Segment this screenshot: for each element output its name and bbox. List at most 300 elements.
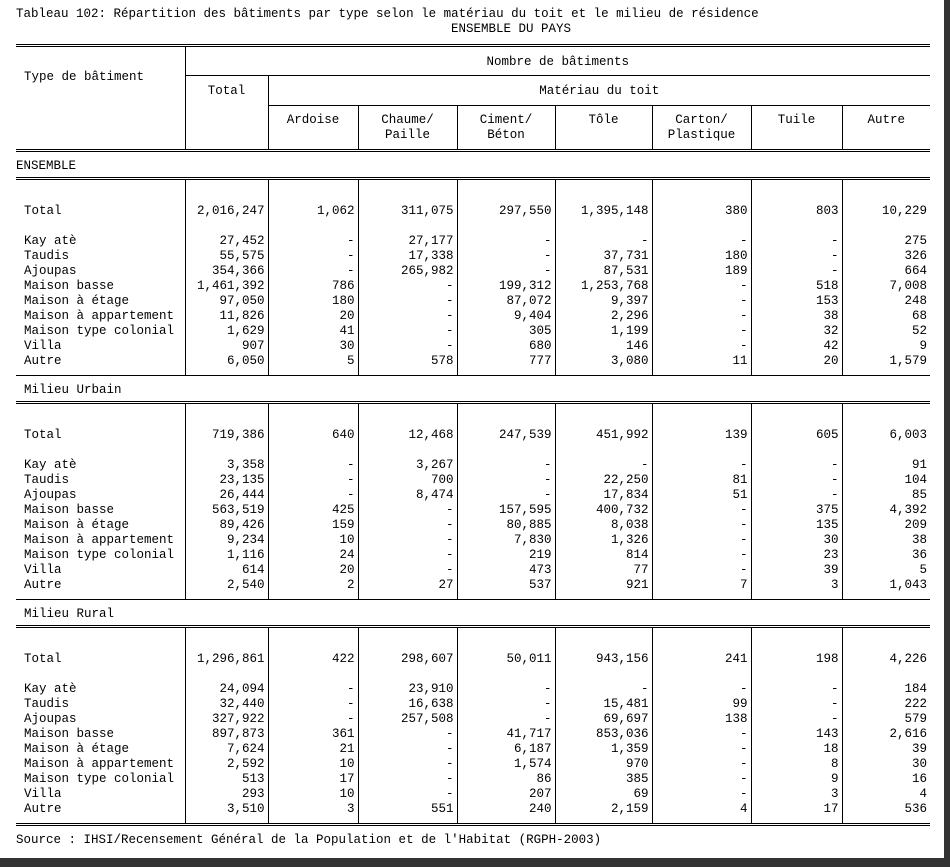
cell-value: 143 [751,727,842,742]
cell-value: 146 [555,339,652,354]
row-label: Maison type colonial [24,772,175,786]
row-label: Ajoupas [24,712,77,726]
row-label: Maison basse [24,727,115,741]
cell-value: 23,135 [185,473,268,488]
cell-value: 3,510 [185,802,268,817]
column-header-line [752,128,842,143]
cell-value: 69,697 [555,712,652,727]
section-label: ENSEMBLE [16,152,930,180]
cell-value: 80,885 [457,518,555,533]
cell-value: 10 [268,787,358,802]
spacer-row [16,404,930,428]
cell-value: 5 [268,354,358,369]
column-header-line: Autre [867,113,906,127]
cell-value: 354,366 [185,264,268,279]
cell-value: 89,426 [185,518,268,533]
row-label: Autre [24,578,62,592]
column-header [268,106,358,151]
table-row [16,339,930,354]
column-header [751,106,842,151]
cell-value: - [652,279,751,294]
table-row [16,802,930,817]
cell-value: 99 [652,697,751,712]
cell-value: 578 [358,354,457,369]
cell-value: 27,452 [185,234,268,249]
cell-value: 3 [751,578,842,593]
cell-value: 1,199 [555,324,652,339]
column-header-line: Chaume/ [381,113,434,127]
source-note: Source : IHSI/Recensement Général de la Population et de l'Habitat (RGPH-2003) [16,833,602,847]
cell-value: 2,540 [185,578,268,593]
table-row [16,294,930,309]
cell-value: 87,072 [457,294,555,309]
cell-value: - [457,473,555,488]
spacer-row [16,443,930,458]
cell-value: 11 [652,354,751,369]
cell-value: - [358,339,457,354]
cell-value: 139 [652,428,751,443]
cell-value: 513 [185,772,268,787]
cell-value: 422 [268,652,358,667]
cell-value: 247,539 [457,428,555,443]
cell-value: - [358,294,457,309]
row-label: Maison type colonial [24,548,175,562]
cell-value: 1,579 [842,354,930,369]
cell-value: 30 [842,757,930,772]
cell-value: 81 [652,473,751,488]
cell-value: - [358,772,457,787]
cell-value: - [358,533,457,548]
cell-value: - [268,712,358,727]
table-row [16,488,930,503]
cell-value: 786 [268,279,358,294]
cell-value: 921 [555,578,652,593]
cell-value: 853,036 [555,727,652,742]
cell-value: 11,826 [185,309,268,324]
cell-value: 1,043 [842,578,930,593]
cell-value: 16 [842,772,930,787]
cell-value: 39 [842,742,930,757]
row-label: Ajoupas [24,488,77,502]
row-label: Kay atè [24,682,77,696]
cell-value: 2,016,247 [185,204,268,219]
cell-value: - [268,458,358,473]
cell-value: 8,038 [555,518,652,533]
section-table [16,180,930,376]
cell-value: 17,338 [358,249,457,264]
row-label: Maison type colonial [24,324,175,338]
section-table [16,628,930,826]
cell-value: 1,116 [185,548,268,563]
cell-value: 473 [457,563,555,578]
cell-value: 30 [751,533,842,548]
row-label: Taudis [24,249,70,263]
cell-value: 2,592 [185,757,268,772]
cell-value: - [457,712,555,727]
cell-value: 24 [268,548,358,563]
table-row [16,742,930,757]
cell-value: - [652,682,751,697]
table-row [16,533,930,548]
spacer-row [16,628,930,652]
row-label: Maison à étage [24,518,130,532]
cell-value: - [751,682,842,697]
cell-value: 537 [457,578,555,593]
table-row [16,563,930,578]
table-row [16,264,930,279]
cell-value: 551 [358,802,457,817]
cell-value: - [652,234,751,249]
column-header-line: Ciment/ [479,113,533,127]
cell-value: 7,008 [842,279,930,294]
cell-value: 159 [268,518,358,533]
cell-value: - [652,309,751,324]
cell-value: 69 [555,787,652,802]
cell-value: - [457,458,555,473]
cell-value: - [751,234,842,249]
header-materiau: Matériau du toit [268,76,930,106]
window-shadow-right [944,0,950,867]
cell-value: 6,003 [842,428,930,443]
column-header-line: Ardoise [286,113,340,127]
cell-value: 189 [652,264,751,279]
cell-value: 605 [751,428,842,443]
cell-value: - [652,294,751,309]
table-row [16,682,930,697]
cell-value: 18 [751,742,842,757]
row-label: Autre [24,354,62,368]
table-row [16,578,930,593]
row-label: Total [24,428,62,442]
cell-value: 664 [842,264,930,279]
cell-value: 7,830 [457,533,555,548]
cell-value: 257,508 [358,712,457,727]
cell-value: - [751,249,842,264]
table-row [16,458,930,473]
row-label: Maison à appartement [24,757,175,771]
row-label: Villa [24,563,62,577]
table-row [16,234,930,249]
cell-value: 1,574 [457,757,555,772]
cell-value: 7,624 [185,742,268,757]
cell-value: 803 [751,204,842,219]
cell-value: - [268,488,358,503]
cell-value: 27 [358,578,457,593]
cell-value: 640 [268,428,358,443]
table-row [16,772,930,787]
cell-value: 10,229 [842,204,930,219]
cell-value: 22,250 [555,473,652,488]
table-row [16,279,930,294]
cell-value: 2 [268,578,358,593]
cell-value: - [268,264,358,279]
cell-value: 907 [185,339,268,354]
cell-value: 305 [457,324,555,339]
cell-value: 20 [751,354,842,369]
cell-value: 4,392 [842,503,930,518]
column-header-line: Béton [487,128,525,142]
cell-value: 777 [457,354,555,369]
total-row [16,652,930,667]
cell-value: - [457,264,555,279]
cell-value: - [457,697,555,712]
row-label: Taudis [24,473,70,487]
table-row [16,727,930,742]
cell-value: 400,732 [555,503,652,518]
cell-value: 21 [268,742,358,757]
cell-value: - [652,563,751,578]
cell-value: 85 [842,488,930,503]
cell-value: - [555,234,652,249]
row-label: Autre [24,802,62,816]
cell-value: 12,468 [358,428,457,443]
cell-value: - [268,234,358,249]
header-total: Total [185,76,268,151]
header-nombre: Nombre de bâtiments [185,46,930,76]
row-label: Ajoupas [24,264,77,278]
cell-value: 563,519 [185,503,268,518]
cell-value: 614 [185,563,268,578]
cell-value: 1,461,392 [185,279,268,294]
window-shadow-bottom [0,858,950,867]
cell-value: 219 [457,548,555,563]
table-row [16,503,930,518]
column-header [652,106,751,151]
cell-value: 1,359 [555,742,652,757]
row-label: Total [24,204,62,218]
cell-value: 719,386 [185,428,268,443]
cell-value: - [358,548,457,563]
row-label: Taudis [24,697,70,711]
cell-value: 536 [842,802,930,817]
cell-value: 199,312 [457,279,555,294]
row-label: Kay atè [24,458,77,472]
column-header-line [843,128,931,143]
cell-value: 20 [268,563,358,578]
cell-value: 41 [268,324,358,339]
cell-value: 209 [842,518,930,533]
table-row [16,518,930,533]
table-row [16,249,930,264]
cell-value: 97,050 [185,294,268,309]
cell-value: 23 [751,548,842,563]
cell-value: 311,075 [358,204,457,219]
cell-value: - [652,772,751,787]
table-title: Tableau 102: Répartition des bâtiments par type selon le matériau du toit et le milieu de résidence [16,7,759,21]
cell-value: 17 [751,802,842,817]
cell-value: 6,050 [185,354,268,369]
cell-value: - [555,682,652,697]
total-row [16,428,930,443]
cell-value: 10 [268,533,358,548]
cell-value: 38 [842,533,930,548]
cell-value: 943,156 [555,652,652,667]
section-label: Milieu Urbain [16,376,930,404]
cell-value: 138 [652,712,751,727]
cell-value: - [358,563,457,578]
cell-value: 20 [268,309,358,324]
cell-value: 104 [842,473,930,488]
cell-value: - [652,458,751,473]
cell-value: 2,616 [842,727,930,742]
row-label: Total [24,652,62,666]
cell-value: 240 [457,802,555,817]
cell-value: - [358,727,457,742]
cell-value: 6,187 [457,742,555,757]
cell-value: 15,481 [555,697,652,712]
cell-value: - [358,279,457,294]
table-subtitle: ENSEMBLE DU PAYS [450,22,572,36]
cell-value: 579 [842,712,930,727]
spacer-row [16,667,930,682]
spacer-row [16,369,930,376]
cell-value: - [358,757,457,772]
cell-value: 30 [268,339,358,354]
column-header-line: Tuile [777,113,816,127]
spacer-row [16,593,930,600]
cell-value: 3,080 [555,354,652,369]
cell-value: - [652,742,751,757]
cell-value: - [457,234,555,249]
cell-value: - [457,249,555,264]
cell-value: 361 [268,727,358,742]
cell-value: 17 [268,772,358,787]
cell-value: - [457,682,555,697]
cell-value: 897,873 [185,727,268,742]
cell-value: 1,629 [185,324,268,339]
table-row [16,324,930,339]
cell-value: 68 [842,309,930,324]
cell-value: 241 [652,652,751,667]
cell-value: 518 [751,279,842,294]
cell-value: 50,011 [457,652,555,667]
cell-value: - [751,488,842,503]
cell-value: 198 [751,652,842,667]
cell-value: - [652,533,751,548]
column-header-line [269,128,358,143]
cell-value: 297,550 [457,204,555,219]
spacer-row [16,817,930,825]
cell-value: 55,575 [185,249,268,264]
cell-value: 10 [268,757,358,772]
table-container [16,44,930,848]
cell-value: - [358,518,457,533]
cell-value: 39 [751,563,842,578]
row-label: Maison à appartement [24,533,175,547]
column-header-line: Carton/ [675,113,728,127]
cell-value: 5 [842,563,930,578]
cell-value: - [652,727,751,742]
cell-value: 4,226 [842,652,930,667]
cell-value: 1,062 [268,204,358,219]
cell-value: 9 [842,339,930,354]
cell-value: 27,177 [358,234,457,249]
table-row [16,787,930,802]
cell-value: 248 [842,294,930,309]
cell-value: 4 [652,802,751,817]
cell-value: 38 [751,309,842,324]
cell-value: 36 [842,548,930,563]
cell-value: 9 [751,772,842,787]
cell-value: 1,296,861 [185,652,268,667]
cell-value: 8 [751,757,842,772]
cell-value: 17,834 [555,488,652,503]
cell-value: 16,638 [358,697,457,712]
table-row [16,697,930,712]
cell-value: 207 [457,787,555,802]
cell-value: - [652,757,751,772]
cell-value: - [457,488,555,503]
cell-value: - [555,458,652,473]
cell-value: - [358,742,457,757]
cell-value: 380 [652,204,751,219]
cell-value: 265,982 [358,264,457,279]
cell-value: - [751,473,842,488]
section-label: Milieu Rural [16,600,930,628]
header-type: Type de bâtiment [24,70,145,84]
row-label: Kay atè [24,234,77,248]
cell-value: 9,404 [457,309,555,324]
cell-value: 425 [268,503,358,518]
cell-value: 157,595 [457,503,555,518]
cell-value: 24,094 [185,682,268,697]
table-row [16,354,930,369]
cell-value: 385 [555,772,652,787]
cell-value: 42 [751,339,842,354]
cell-value: 184 [842,682,930,697]
cell-value: - [652,787,751,802]
table-header [16,44,930,152]
cell-value: 26,444 [185,488,268,503]
cell-value: - [751,458,842,473]
cell-value: 87,531 [555,264,652,279]
row-label: Maison à étage [24,294,130,308]
cell-value: 1,395,148 [555,204,652,219]
cell-value: 222 [842,697,930,712]
row-label: Villa [24,339,62,353]
row-label: Maison à appartement [24,309,175,323]
cell-value: - [268,473,358,488]
cell-value: 1,326 [555,533,652,548]
cell-value: 275 [842,234,930,249]
table-row [16,757,930,772]
cell-value: 91 [842,458,930,473]
cell-value: 1,253,768 [555,279,652,294]
cell-value: 153 [751,294,842,309]
column-header [358,106,457,151]
table-row [16,473,930,488]
cell-value: 2,296 [555,309,652,324]
total-row [16,204,930,219]
cell-value: 41,717 [457,727,555,742]
cell-value: 23,910 [358,682,457,697]
cell-value: 2,159 [555,802,652,817]
cell-value: - [358,309,457,324]
cell-value: 51 [652,488,751,503]
cell-value: 7 [652,578,751,593]
cell-value: 32 [751,324,842,339]
cell-value: 680 [457,339,555,354]
column-header [457,106,555,151]
cell-value: 970 [555,757,652,772]
column-header-line: Tôle [588,113,619,127]
cell-value: 814 [555,548,652,563]
cell-value: - [652,518,751,533]
cell-value: - [751,264,842,279]
cell-value: - [652,548,751,563]
cell-value: - [358,324,457,339]
cell-value: 37,731 [555,249,652,264]
